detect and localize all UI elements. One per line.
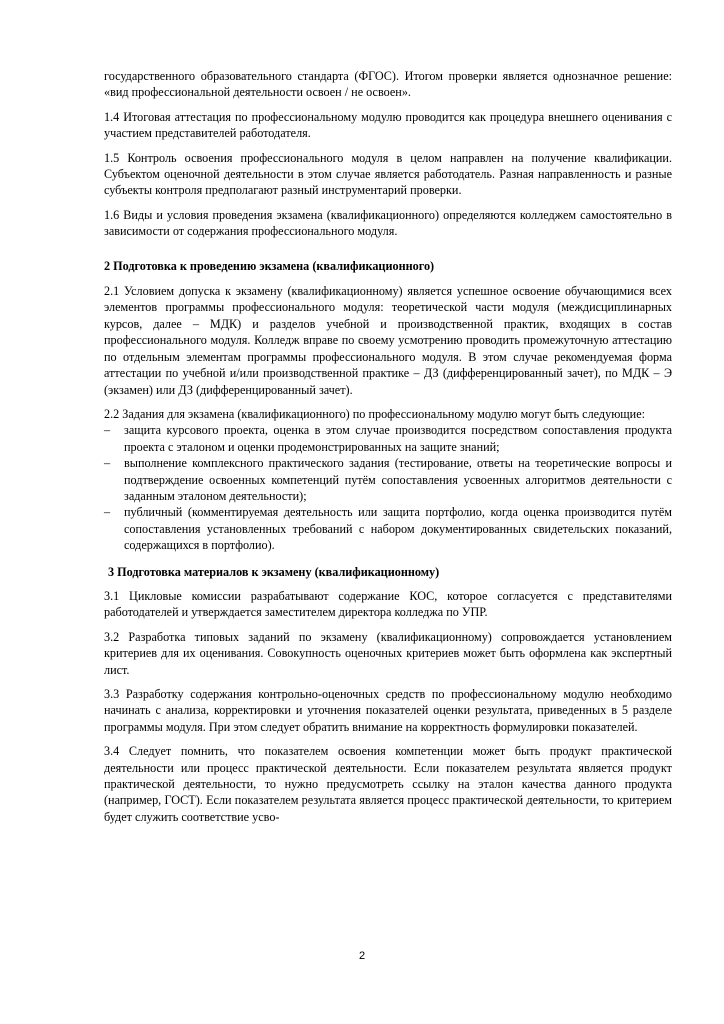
paragraph-3-2: 3.2 Разработка типовых заданий по экзамену (квалификационному) сопровождается установлением критериев для их оценивания. Совокупность оценочных критериев может быть оформлена как экспертный лист. <box>104 629 672 677</box>
paragraph-1-5: 1.5 Контроль освоения профессионального модуля в целом направлен на получение квалификации. Субъектом оценочной деятельности в этом случае является работодатель. Разная направленность и разные субъекты контроля предполагают разный инструментарий проверки. <box>104 150 672 198</box>
list-item: – защита курсового проекта, оценка в этом случае производится посредством сопоставления продукта проекта с эталоном и оценки продемонстрированных на защите знаний; <box>104 422 672 455</box>
paragraph-3-4: 3.4 Следует помнить, что показателем освоения компетенции может быть продукт практической деятельности или процесс практической деятельности. Если показателем результата является продукт практической деятельности, то нужно предусмотреть ссылку на эталон качества данного продукта (например, ГОСТ). Если показателем результата является процесс практической деятельности, то критерием будет служить соответствие усво- <box>104 744 672 824</box>
page-content <box>104 68 672 833</box>
list-item: – выполнение комплексного практического задания (тестирование, ответы на теоретические вопросы и подтверждение освоенных компетенций путём сопоставления усвоенных алгоритмов деятельности с заданным эталоном деятельности); <box>104 455 672 504</box>
page-number: 2 <box>358 950 366 962</box>
paragraph-2-1: 2.1 Условием допуска к экзамену (квалификационному) является успешное освоение обучающимися всех элементов программы профессионального модуля: теоретической части модуля (междисциплинарных курсов, далее – МДК) и разделов учебной и производственной практик, входящих в состав профессионального модуля. Колледж вправе по своему усмотрению проводить промежуточную аттестацию по отдельным элементам программы профессионального модуля. В этом случае рекомендуемая форма аттестации по учебной и/или производственной практике – ДЗ (дифференцированный зачет), по МДК – Э (экзамен) или ДЗ (дифференцированный зачет). <box>104 284 672 397</box>
paragraph-3-3: 3.3 Разработку содержания контрольно-оценочных средств по профессиональному модулю необходимо начинать с анализа, корректировки и уточнения показателей оценки результата, приведенных в 5 разделе программы модуля. При этом следует обратить внимание на корректность формулировки показателей. <box>104 687 672 734</box>
paragraph-3-1: 3.1 Цикловые комиссии разрабатывают содержание КОС, которое согласуется с представителями работодателей и утверждается заместителем директора колледжа по УПР. <box>104 588 672 620</box>
paragraph-2-2: 2.2 Задания для экзамена (квалификационного) по профессиональному модулю могут быть следующие: <box>104 406 645 421</box>
paragraph-1-4: 1.4 Итоговая аттестация по профессиональному модулю проводится как процедура внешнего оценивания с участием представителей работодателя. <box>104 109 672 141</box>
paragraph-1-6: 1.6 Виды и условия проведения экзамена (квалификационного) определяются колледжем самостоятельно в зависимости от содержания профессионального модуля. <box>104 207 672 239</box>
list-item: – публичный (комментируемая деятельность или защита портфолио, когда оценка производится путём сопоставления установленных требований с набором документированных свидетельских показаний, содержащихся в портфолио). <box>104 504 672 553</box>
task-list <box>104 422 672 553</box>
section-heading-3: 3 Подготовка материалов к экзамену (квалификационному) <box>108 564 440 579</box>
paragraph-intro: государственного образовательного стандарта (ФГОС). Итогом проверки является однозначное решение: «вид профессиональной деятельности освоен / не освоен». <box>104 69 672 100</box>
section-heading-2: 2 Подготовка к проведению экзамена (квалификационного) <box>104 258 435 273</box>
